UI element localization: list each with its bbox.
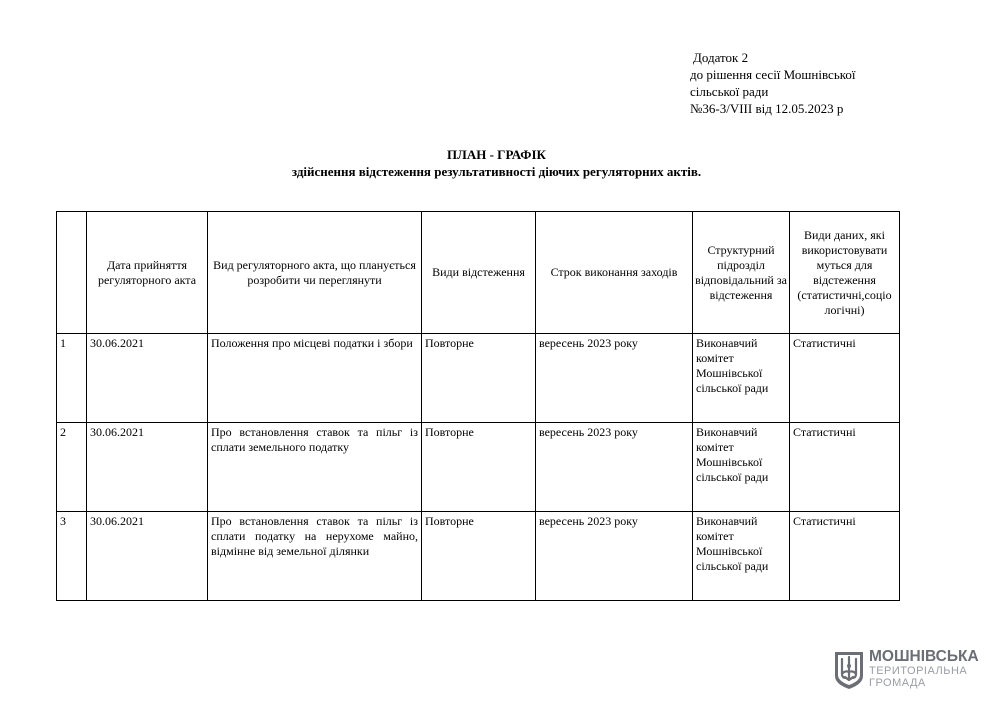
- header-data-types: Види даних, які використовувати муться для відстеження (статистичні,соціо логічні): [790, 212, 900, 334]
- cell-act: Про встановлення ставок та пільг із сплати податку на нерухоме майно, відмінне від земельної ділянки: [208, 512, 422, 601]
- cell-act: Про встановлення ставок та пільг із сплати земельного податку: [208, 423, 422, 512]
- cell-data-types: Статистичні: [790, 334, 900, 423]
- cell-term: вересень 2023 року: [536, 423, 693, 512]
- appendix-line: №36-3/VIII від 12.05.2023 р: [690, 101, 844, 116]
- appendix-line: Додаток 2: [693, 50, 749, 65]
- cell-responsible-unit: Виконавчий комітет Мошнівської сільської ради: [693, 512, 790, 601]
- logo-subtitle-2: ГРОМАДА: [869, 677, 926, 689]
- table-row: [57, 512, 900, 601]
- cell-date: 30.06.2021: [87, 334, 208, 423]
- community-logo: [833, 648, 983, 692]
- header-act: Вид регуляторного акта, що планується розробити чи переглянути: [208, 212, 422, 334]
- header-date: Дата прийняття регуляторного акта: [87, 212, 208, 334]
- cell-date: 30.06.2021: [87, 423, 208, 512]
- header-term: Строк виконання заходів: [536, 212, 693, 334]
- header-number: [57, 212, 87, 334]
- schedule-table: [56, 211, 900, 601]
- trident-emblem-icon: [833, 650, 865, 690]
- cell-responsible-unit: Виконавчий комітет Мошнівської сільської ради: [693, 334, 790, 423]
- cell-number: 2: [57, 423, 87, 512]
- cell-date: 30.06.2021: [87, 512, 208, 601]
- header-tracking-type: Види відстеження: [422, 212, 536, 334]
- cell-number: 1: [57, 334, 87, 423]
- cell-number: 3: [57, 512, 87, 601]
- table-row: [57, 334, 900, 423]
- cell-act: Положення про місцеві податки і збори: [208, 334, 422, 423]
- appendix-line: до рішення сесії Мошнівської: [690, 67, 856, 82]
- logo-title: МОШНІВСЬКА: [869, 648, 979, 665]
- cell-term: вересень 2023 року: [536, 334, 693, 423]
- document-heading: [0, 146, 993, 180]
- appendix-note: [690, 49, 950, 117]
- document-title: ПЛАН - ГРАФІК: [447, 147, 546, 162]
- logo-subtitle: ТЕРИТОРІАЛЬНА: [869, 665, 968, 677]
- cell-tracking-type: Повторне: [422, 512, 536, 601]
- appendix-line: сільської ради: [690, 84, 769, 99]
- cell-data-types: Статистичні: [790, 423, 900, 512]
- cell-responsible-unit: Виконавчий комітет Мошнівської сільської ради: [693, 423, 790, 512]
- cell-tracking-type: Повторне: [422, 423, 536, 512]
- table-row: [57, 423, 900, 512]
- table-header-row: [57, 212, 900, 334]
- cell-tracking-type: Повторне: [422, 334, 536, 423]
- document-subtitle: здійснення відстеження результативності діючих регуляторних актів.: [291, 164, 702, 179]
- cell-data-types: Статистичні: [790, 512, 900, 601]
- header-responsible-unit: Структурний підрозділ відповідальний за відстеження: [693, 212, 790, 334]
- cell-term: вересень 2023 року: [536, 512, 693, 601]
